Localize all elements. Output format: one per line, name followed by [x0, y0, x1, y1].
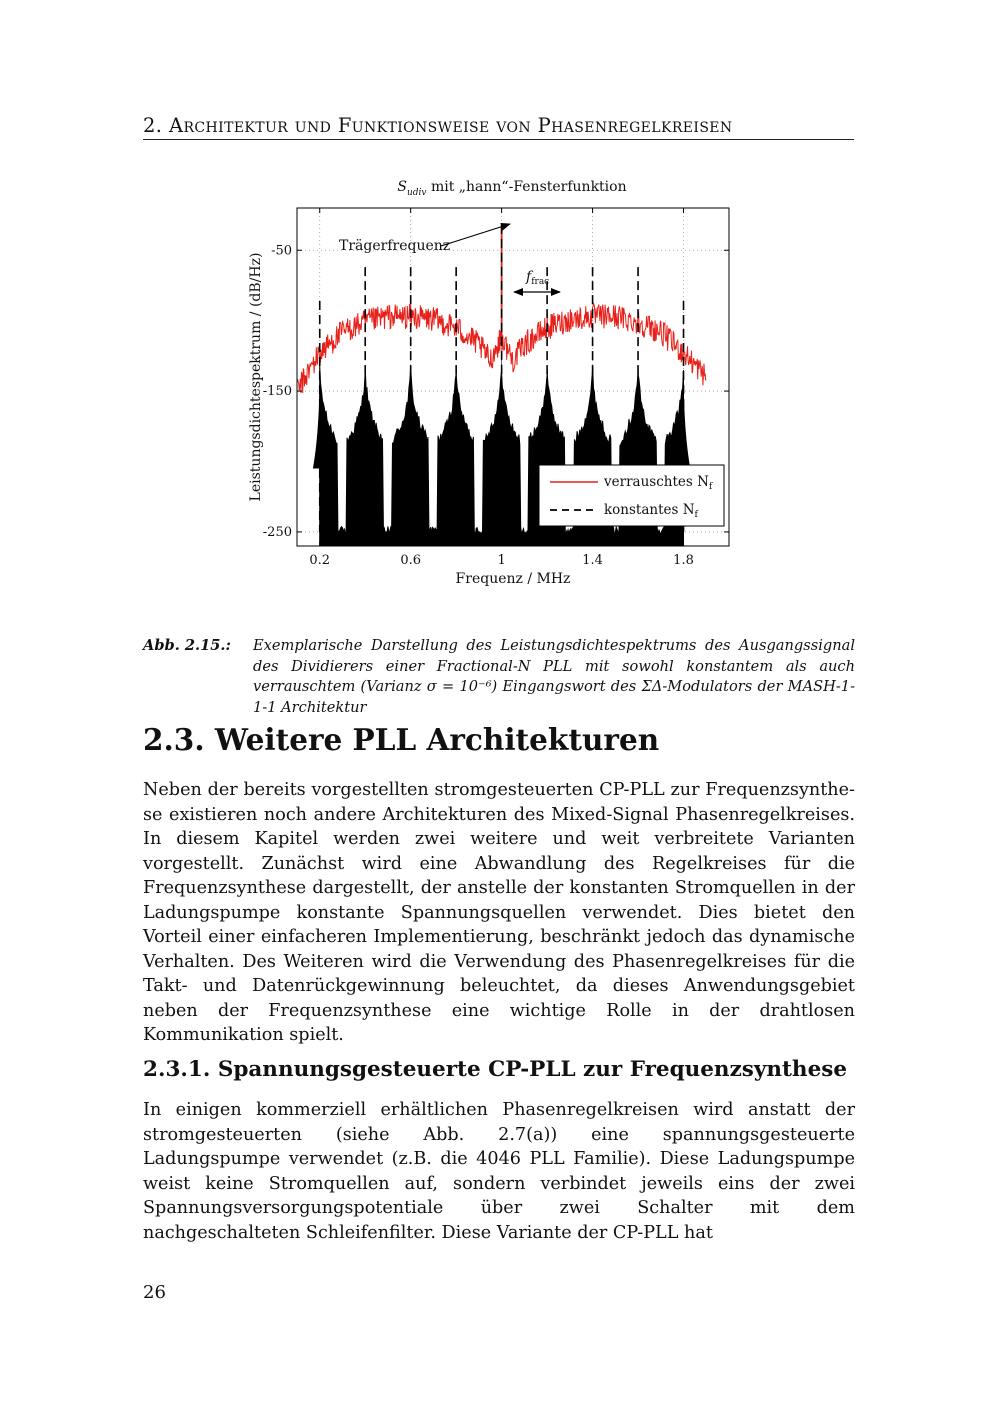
- y-tick-label: -250: [262, 524, 292, 540]
- constant-noise-segment: [411, 368, 457, 547]
- x-tick-label: 1.8: [673, 553, 694, 568]
- x-tick-label: 1: [497, 553, 506, 568]
- x-axis-label: Frequenz / MHz: [455, 571, 571, 587]
- legend-label-noisy: verrauschtes $N_f$: [604, 474, 713, 492]
- y-tick-label: -50: [271, 243, 292, 259]
- page-number: 26: [143, 1282, 166, 1303]
- subsection-paragraph: In einigen kommerziell erhältlichen Phasenregelkreisen wird anstatt der stromgesteuerten (siehe Abb. 2.7(a)) eine spannungsgesteuerte Ladungspumpe verwendet (z.B. die 4046 PLL Familie). Diese Ladungspumpe weist keine Stromquellen auf, sondern verbindet jeweils eins der zwei Spannungsversorgungspotentiale über zwei Schalter mit dem nachgeschalteten Schleifenfilter. Diese Variante der CP-PLL hat: [143, 1100, 855, 1243]
- constant-noise-segment: [456, 370, 501, 546]
- x-tick-label: 0.6: [400, 553, 422, 568]
- ffrac-annotation: $f_{frac}$: [526, 269, 550, 287]
- caption-label: Abb. 2.15.:: [143, 637, 231, 654]
- x-tick-label: 0.2: [309, 553, 331, 568]
- x-tick-label: 1.4: [582, 553, 603, 568]
- y-axis-label: Leistungsdichtespektrum / (dB/Hz): [248, 252, 264, 502]
- chart-title: $S_{udiv}$ mit „hann“-Fensterfunktion: [397, 179, 627, 198]
- section-paragraph: Neben der bereits vorgestellten stromgesteuerten CP-PLL zur Frequenzsynthese existieren noch andere Architekturen des Mixed-Signal Phasenregelkreises. In diesem Kapitel werden zwei weitere und weit verbreitete Varianten vorgestellt. Zunächst wird eine Abwandlung des Regelkreises für die Frequenzsynthese dargestellt, der anstelle der konstanten Stromquellen in der Ladungspumpe konstante Spannungsquellen verwendet. Dies bietet den Vorteil einer einfacheren Implementierung, beschränkt jedoch das dynamische Verhalten. Des Weiteren wird die Verwendung des Phasenregelkreises für die Takt- und Datenrückgewinnung beleuchtet, da dieses Anwendungsgebiet neben der Frequenzsynthese eine wichtige Rolle in der drahtlosen Kommunikation spielt.: [143, 780, 855, 1045]
- carrier-arrow: [441, 224, 510, 246]
- running-header: 2. Architektur und Funktionsweise von Phasenregelkreisen: [143, 114, 854, 140]
- carrier-annotation: Trägerfrequenz: [339, 238, 451, 254]
- psd-figure: [230, 168, 740, 598]
- subsection-heading: 2.3.1. Spannungsgesteuerte CP-PLL zur Frequenzsynthese: [143, 1057, 848, 1082]
- constant-noise-segment: [365, 366, 411, 546]
- chart-legend: [539, 465, 724, 526]
- section-heading: 2.3. Weitere PLL Architekturen: [143, 722, 660, 757]
- constant-noise-segment: [320, 366, 366, 547]
- y-tick-label: -150: [262, 384, 292, 400]
- caption-text: Exemplarische Darstellung des Leistungsdichtespektrums des Ausgangssignal des Dividierers einer Fractional-N PLL mit sowohl konstantem als auch verrauschtem (Varianz σ = 10⁻⁶) Eingangswort des ΣΔ-Modulators der MASH-1-1-1 Architektur: [253, 637, 855, 716]
- figure-caption: [143, 636, 855, 718]
- legend-label-constant: konstantes $N_f$: [604, 502, 698, 520]
